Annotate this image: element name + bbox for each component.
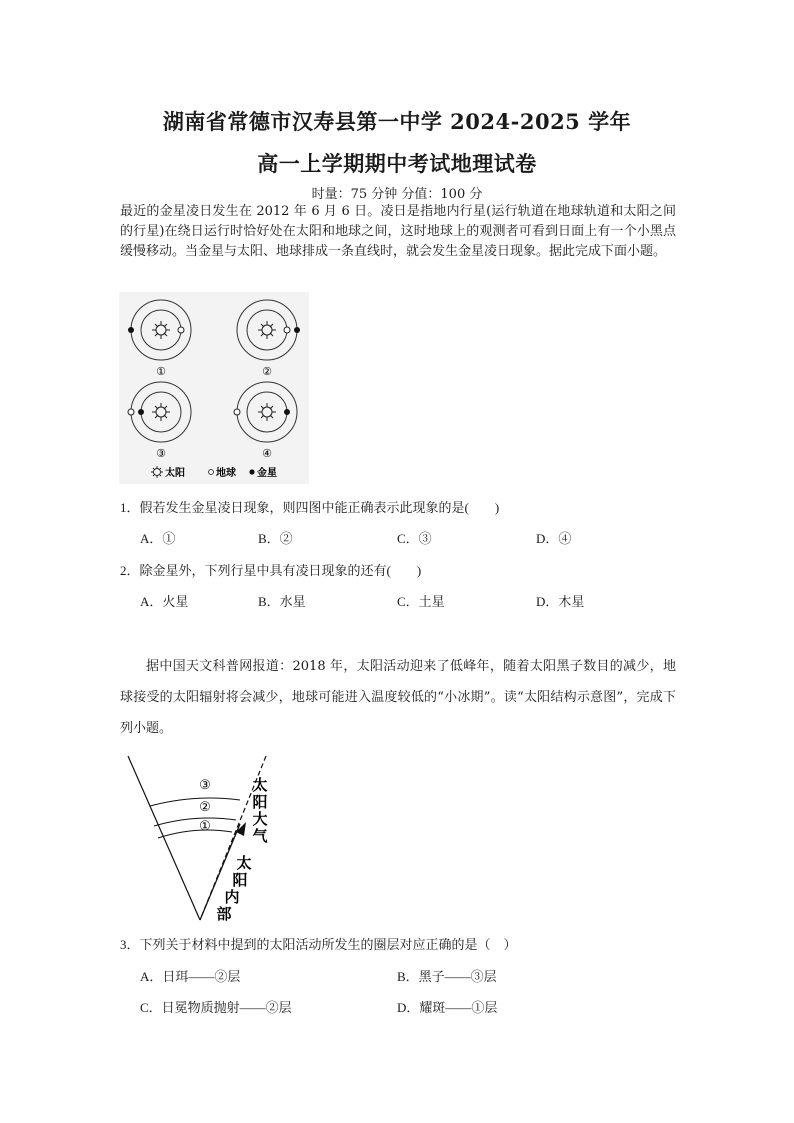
panel-label-1: ① (156, 365, 166, 378)
earth-dot (178, 327, 184, 333)
q1-option-d[interactable]: D．④ (536, 531, 572, 546)
legend-earth-label: 地球 (216, 468, 236, 479)
layer-label-3: ③ (199, 778, 211, 793)
figure-background (119, 292, 309, 484)
int-char-2: 阳 (232, 871, 248, 889)
int-char-1: 太 (236, 854, 252, 872)
q1-option-a[interactable]: A．① (140, 531, 176, 546)
solar-atmosphere-label (252, 776, 268, 845)
venus-transit-figure (119, 292, 309, 484)
q2-option-b[interactable]: B．水星 (258, 594, 306, 609)
atm-char-3: 大 (252, 810, 268, 828)
wedge-outline (128, 756, 266, 920)
q3-option-a[interactable]: A．日珥——②层 (140, 969, 241, 984)
passage-2: 据中国天文科普网报道：2018 年，太阳活动迎来了低峰年，随着太阳黑子数目的减少，地球接受的太阳辐射将会减少，地球可能进入温度较低的“小冰期”。读“太阳结构示意图”，完成下列小题。 (120, 659, 676, 736)
legend-venus-label: 金星 (257, 468, 277, 479)
int-char-3: 内 (224, 888, 240, 906)
legend-sun-label: 太阳 (165, 468, 185, 479)
exam-meta: 时量：75 分钟 分值：100 分 (311, 187, 483, 202)
earth-legend-dot (209, 470, 214, 475)
venus-dot (138, 409, 144, 415)
venus-legend-dot (249, 469, 254, 474)
atm-char-1: 太 (252, 776, 268, 794)
earth-dot (284, 327, 290, 333)
q1-option-b[interactable]: B．② (258, 531, 293, 546)
atm-char-4: 气 (252, 827, 268, 845)
q1-option-c[interactable]: C．③ (397, 531, 432, 546)
venus-dot (128, 327, 134, 333)
layer-label-1: ① (199, 819, 211, 834)
passage-1: 最近的金星凌日发生在 2012 年 6 月 6 日。凌日是指地内行星(运行轨道在地球轨道和太阳之间的行星)在绕日运行时恰好处在太阳和地球之间，这时地球上的观测者可看到日面上有一个小黑点缓慢移动。当金星与太阳、地球排成一条直线时，就会发生金星凌日现象。据此完成下面小题。 (120, 204, 676, 259)
layer-arcs (150, 798, 240, 838)
earth-dot (234, 409, 240, 415)
q3-option-c[interactable]: C．日冕物质抛射——②层 (140, 1000, 292, 1015)
earth-dot (128, 409, 134, 415)
q3-option-b[interactable]: B．黑子——③层 (397, 969, 497, 984)
title-line-2: 高一上学期期中考试地理试卷 (257, 151, 537, 176)
question-2-stem: 2．除金星外，下列行星中具有凌日现象的还有( ) (120, 563, 422, 578)
solar-structure-diagram (120, 750, 280, 925)
q3-option-d[interactable]: D．耀斑——①层 (397, 1000, 498, 1015)
question-3-stem: 3．下列关于材料中提到的太阳活动所发生的圈层对应正确的是（ ） (120, 937, 517, 952)
q2-option-d[interactable]: D．木星 (536, 594, 585, 609)
venus-dot (294, 327, 300, 333)
panel-label-4: ④ (262, 447, 272, 460)
int-char-4: 部 (216, 905, 232, 923)
layer-label-2: ② (199, 800, 211, 815)
atm-char-2: 阳 (252, 793, 268, 811)
q2-option-a[interactable]: A．火星 (140, 594, 189, 609)
q2-option-c[interactable]: C．土星 (397, 594, 445, 609)
question-1-stem: 1．假若发生金星凌日现象，则四图中能正确表示此现象的是( ) (120, 500, 500, 515)
solar-interior-label (216, 854, 251, 923)
venus-dot (284, 409, 290, 415)
title-line-1: 湖南省常德市汉寿县第一中学 2024-2025 学年 (162, 109, 632, 134)
panel-label-3: ③ (156, 447, 166, 460)
panel-label-2: ② (262, 365, 272, 378)
